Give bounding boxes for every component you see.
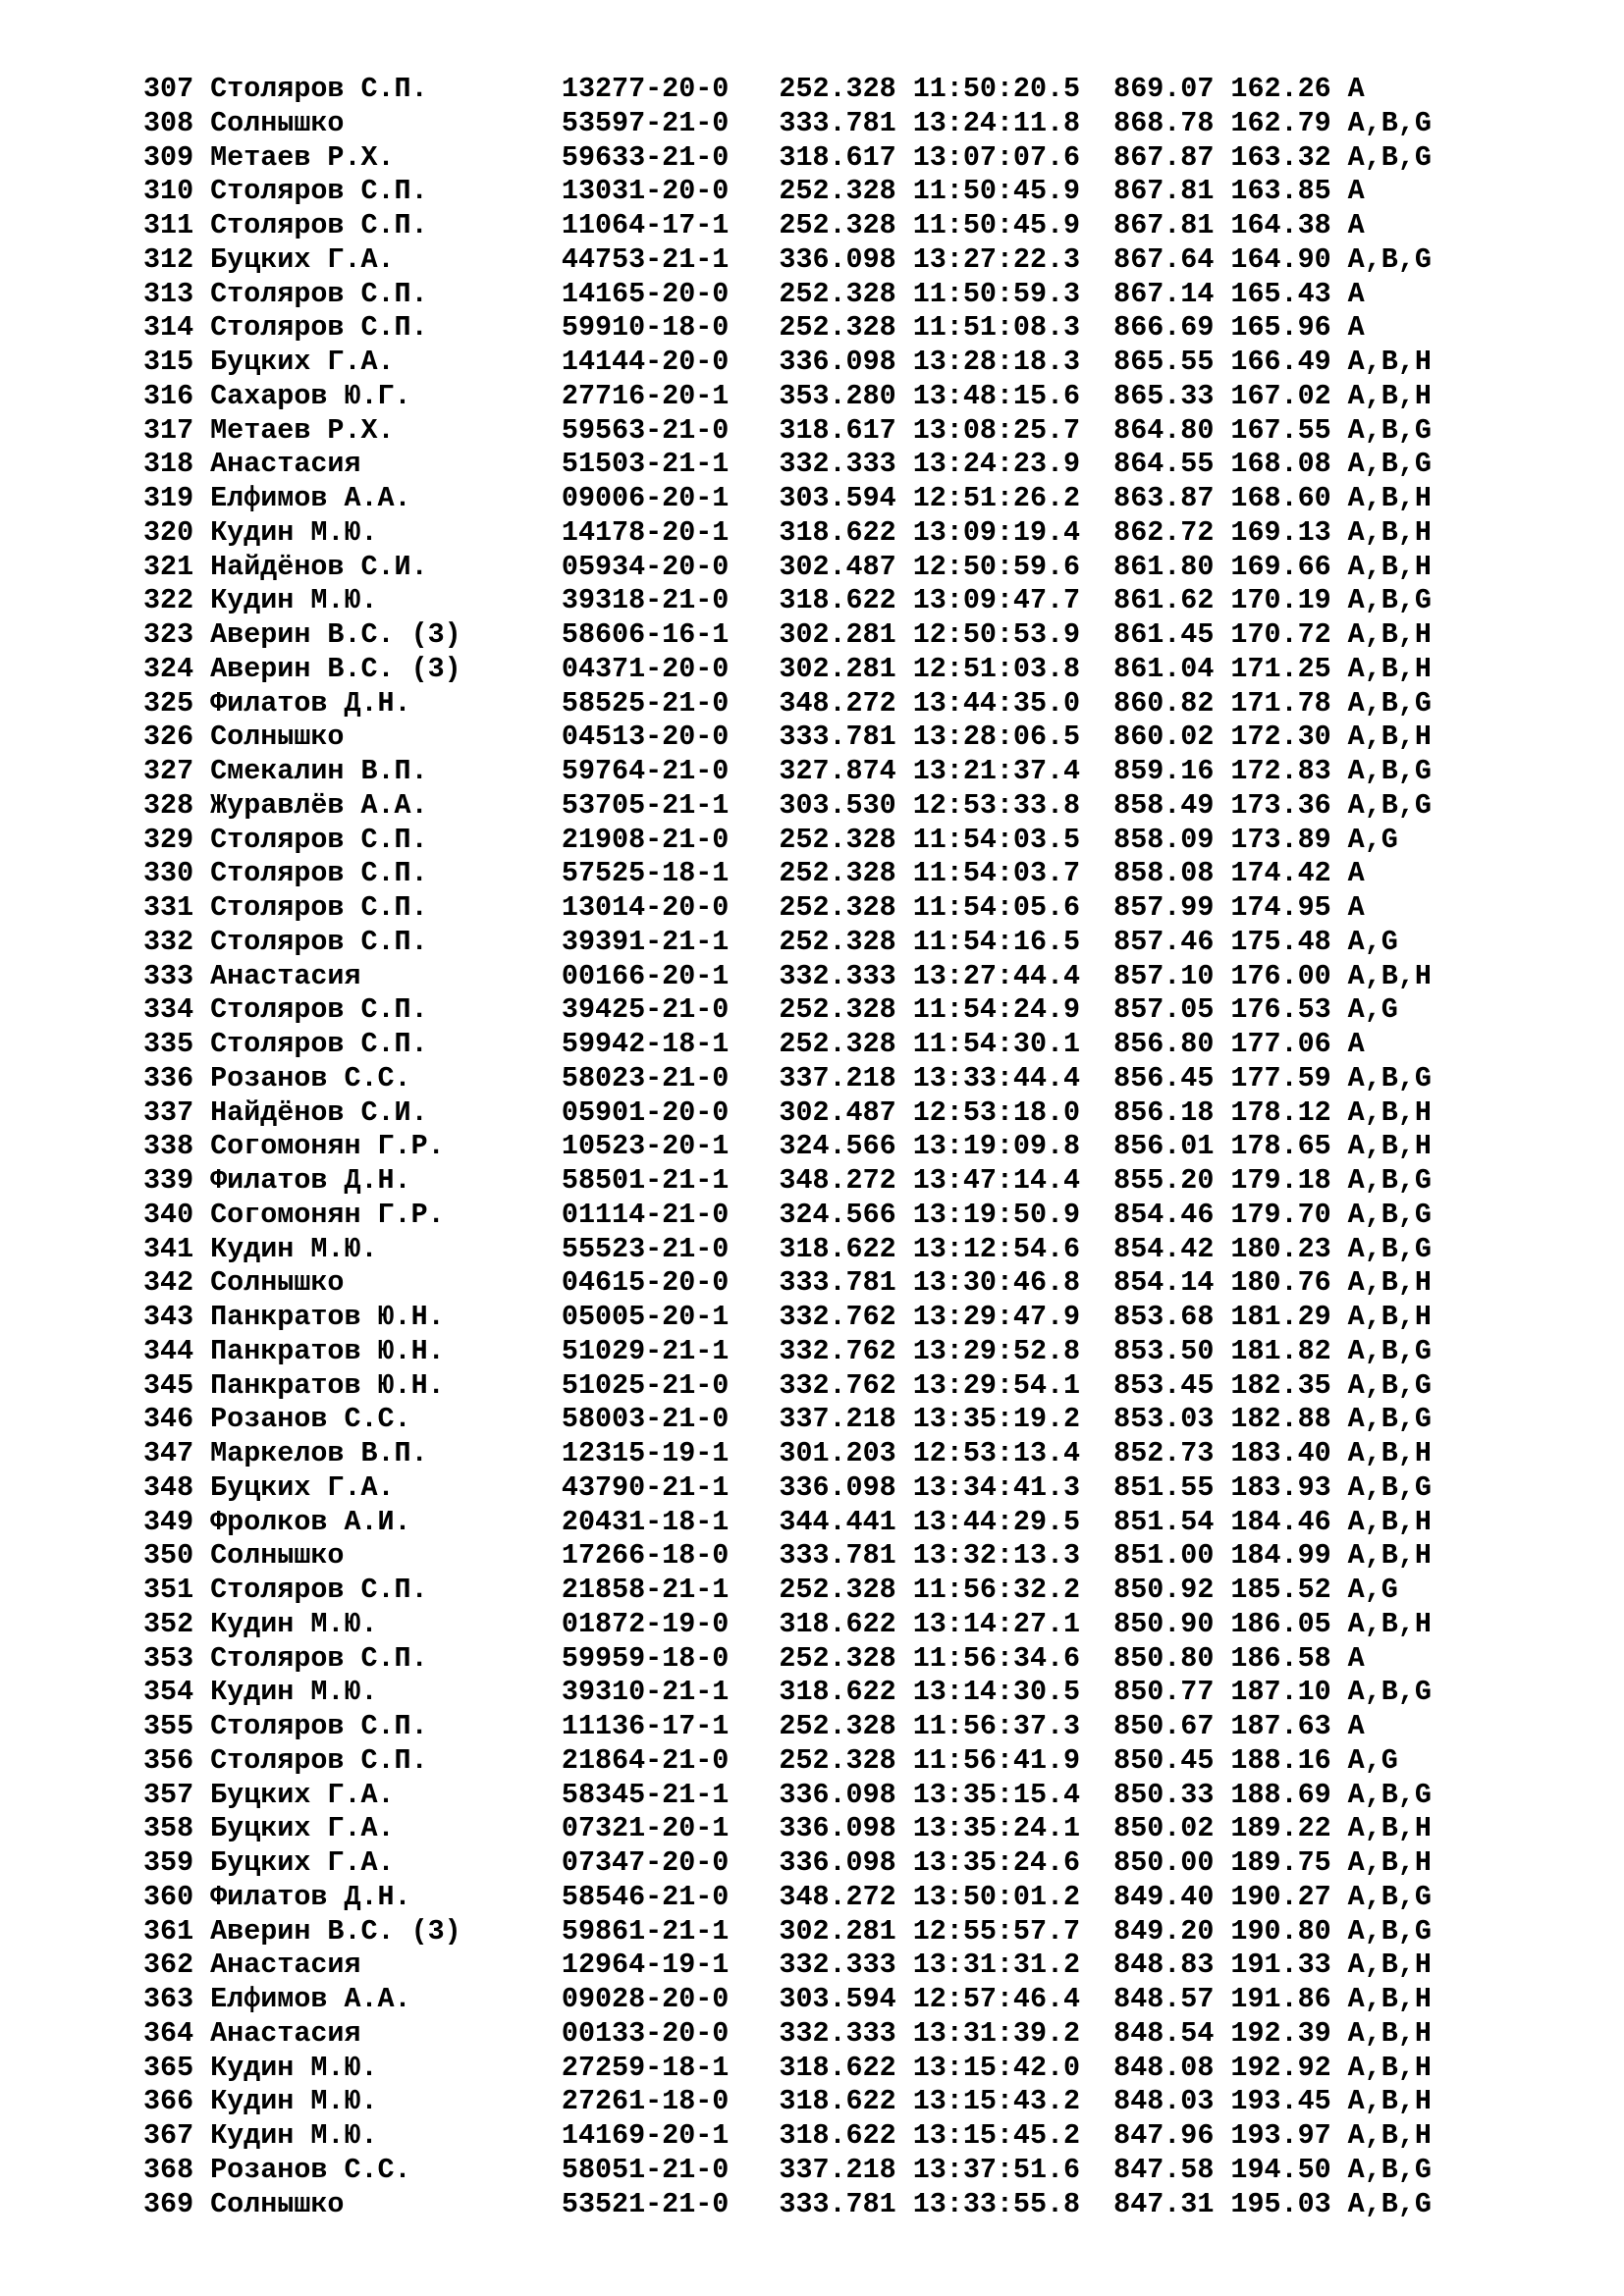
result-row: 347 Маркелов В.П. 12315-19-1 301.203 12:53:13.4 852.73 183.40 A,B,H <box>143 1437 1432 1469</box>
result-row: 311 Столяров С.П. 11064-17-1 252.328 11:50:45.9 867.81 164.38 A <box>143 209 1365 241</box>
result-row: 325 Филатов Д.Н. 58525-21-0 348.272 13:44:35.0 860.82 171.78 A,B,G <box>143 686 1432 720</box>
result-row: 350 Солнышко 17266-18-0 333.781 13:32:13.3 851.00 184.99 A,B,H <box>143 1539 1432 1573</box>
result-row: 343 Панкратов Ю.Н. 05005-20-1 332.762 13:29:47.9 853.68 181.29 A,B,H <box>143 1301 1432 1333</box>
result-row: 330 Столяров С.П. 57525-18-1 252.328 11:54:03.7 858.08 174.42 A <box>143 857 1365 890</box>
result-row: 351 Столяров С.П. 21858-21-1 252.328 11:56:32.2 850.92 185.52 A,G <box>143 1574 1398 1606</box>
result-row: 317 Метаев Р.Х. 59563-21-0 318.617 13:08:25.7 864.80 167.55 A,B,G <box>143 413 1432 447</box>
result-row: 331 Столяров С.П. 13014-20-0 252.328 11:54:05.6 857.99 174.95 A <box>143 891 1365 924</box>
result-row: 353 Столяров С.П. 59959-18-0 252.328 11:56:34.6 850.80 186.58 A <box>143 1641 1365 1675</box>
result-row: 354 Кудин М.Ю. 39310-21-1 318.622 13:14:30.5 850.77 187.10 A,B,G <box>143 1676 1432 1709</box>
result-row: 322 Кудин М.Ю. 39318-21-0 318.622 13:09:47.7 861.62 170.19 A,B,G <box>143 584 1432 617</box>
result-row: 308 Солнышко 53597-21-0 333.781 13:24:11.8 868.78 162.79 A,B,G <box>143 106 1432 139</box>
result-row: 344 Панкратов Ю.Н. 51029-21-1 332.762 13:29:52.8 853.50 181.82 A,B,G <box>143 1334 1432 1367</box>
result-row: 310 Столяров С.П. 13031-20-0 252.328 11:50:45.9 867.81 163.85 A <box>143 175 1365 208</box>
result-row: 361 Аверин В.С. (3) 59861-21-1 302.281 12:55:57.7 849.20 190.80 A,B,G <box>143 1914 1432 1948</box>
result-row: 318 Анастасия 51503-21-1 332.333 13:24:23.9 864.55 168.08 A,B,G <box>143 448 1432 481</box>
results-listing <box>143 73 1432 2221</box>
result-row: 321 Найдёнов С.И. 05934-20-0 302.487 12:50:59.6 861.80 169.66 A,B,H <box>143 550 1432 583</box>
result-row: 341 Кудин М.Ю. 55523-21-0 318.622 13:12:54.6 854.42 180.23 A,B,G <box>143 1232 1432 1265</box>
result-row: 309 Метаев Р.Х. 59633-21-0 318.617 13:07:07.6 867.87 163.32 A,B,G <box>143 140 1432 174</box>
result-row: 328 Журавлёв А.А. 53705-21-1 303.530 12:53:33.8 858.49 173.36 A,B,G <box>143 788 1432 822</box>
result-row: 307 Столяров С.П. 13277-20-0 252.328 11:50:20.5 869.07 162.26 A <box>143 73 1365 105</box>
result-row: 369 Солнышко 53521-21-0 333.781 13:33:55.8 847.31 195.03 A,B,G <box>143 2187 1432 2220</box>
result-row: 348 Буцких Г.А. 43790-21-1 336.098 13:34:41.3 851.55 183.93 A,B,G <box>143 1470 1432 1504</box>
result-row: 365 Кудин М.Ю. 27259-18-1 318.622 13:15:42.0 848.08 192.92 A,B,H <box>143 2051 1432 2084</box>
result-row: 346 Розанов С.С. 58003-21-0 337.218 13:35:19.2 853.03 182.88 A,B,G <box>143 1403 1432 1436</box>
result-row: 335 Столяров С.П. 59942-18-1 252.328 11:54:30.1 856.80 177.06 A <box>143 1028 1365 1060</box>
result-row: 342 Солнышко 04615-20-0 333.781 13:30:46.8 854.14 180.76 A,B,H <box>143 1266 1432 1300</box>
result-row: 333 Анастасия 00166-20-1 332.333 13:27:44.4 857.10 176.00 A,B,H <box>143 959 1432 992</box>
result-row: 319 Елфимов А.А. 09006-20-1 303.594 12:51:26.2 863.87 168.60 A,B,H <box>143 482 1432 514</box>
result-row: 314 Столяров С.П. 59910-18-0 252.328 11:51:08.3 866.69 165.96 A <box>143 311 1365 345</box>
result-row: 320 Кудин М.Ю. 14178-20-1 318.622 13:09:19.4 862.72 169.13 A,B,H <box>143 515 1432 549</box>
result-row: 336 Розанов С.С. 58023-21-0 337.218 13:33:44.4 856.45 177.59 A,B,G <box>143 1061 1432 1095</box>
result-row: 323 Аверин В.С. (3) 58606-16-1 302.281 12:50:53.9 861.45 170.72 A,B,H <box>143 618 1432 651</box>
result-row: 337 Найдёнов С.И. 05901-20-0 302.487 12:53:18.0 856.18 178.12 A,B,H <box>143 1095 1432 1129</box>
result-row: 313 Столяров С.П. 14165-20-0 252.328 11:50:59.3 867.14 165.43 A <box>143 277 1365 310</box>
result-row: 339 Филатов Д.Н. 58501-21-1 348.272 13:47:14.4 855.20 179.18 A,B,G <box>143 1164 1432 1197</box>
result-row: 334 Столяров С.П. 39425-21-0 252.328 11:54:24.9 857.05 176.53 A,G <box>143 993 1398 1027</box>
result-row: 364 Анастасия 00133-20-0 332.333 13:31:39.2 848.54 192.39 A,B,H <box>143 2016 1432 2050</box>
result-row: 324 Аверин В.С. (3) 04371-20-0 302.281 12:51:03.8 861.04 171.25 A,B,H <box>143 652 1432 685</box>
result-row: 366 Кудин М.Ю. 27261-18-0 318.622 13:15:43.2 848.03 193.45 A,B,H <box>143 2085 1432 2118</box>
result-row: 338 Согомонян Г.Р. 10523-20-1 324.566 13:19:09.8 856.01 178.65 A,B,H <box>143 1130 1432 1163</box>
result-row: 355 Столяров С.П. 11136-17-1 252.328 11:56:37.3 850.67 187.63 A <box>143 1710 1365 1742</box>
result-row: 359 Буцких Г.А. 07347-20-0 336.098 13:35:24.6 850.00 189.75 A,B,H <box>143 1846 1432 1879</box>
result-row: 326 Солнышко 04513-20-0 333.781 13:28:06.5 860.02 172.30 A,B,H <box>143 721 1432 754</box>
result-row: 329 Столяров С.П. 21908-21-0 252.328 11:54:03.5 858.09 173.89 A,G <box>143 823 1398 856</box>
result-row: 360 Филатов Д.Н. 58546-21-0 348.272 13:50:01.2 849.40 190.27 A,B,G <box>143 1880 1432 1913</box>
result-row: 312 Буцких Г.А. 44753-21-1 336.098 13:27:22.3 867.64 164.90 A,B,G <box>143 242 1432 276</box>
result-row: 345 Панкратов Ю.Н. 51025-21-0 332.762 13:29:54.1 853.45 182.35 A,B,G <box>143 1368 1432 1402</box>
result-row: 327 Смекалин В.П. 59764-21-0 327.874 13:21:37.4 859.16 172.83 A,B,G <box>143 755 1432 787</box>
result-row: 367 Кудин М.Ю. 14169-20-1 318.622 13:15:45.2 847.96 193.97 A,B,H <box>143 2119 1432 2152</box>
result-row: 368 Розанов С.С. 58051-21-0 337.218 13:37:51.6 847.58 194.50 A,B,G <box>143 2153 1432 2186</box>
result-row: 340 Согомонян Г.Р. 01114-21-0 324.566 13:19:50.9 854.46 179.70 A,B,G <box>143 1198 1432 1231</box>
result-row: 362 Анастасия 12964-19-1 332.333 13:31:31.2 848.83 191.33 A,B,H <box>143 1949 1432 1982</box>
result-row: 352 Кудин М.Ю. 01872-19-0 318.622 13:14:27.1 850.90 186.05 A,B,H <box>143 1607 1432 1640</box>
result-row: 332 Столяров С.П. 39391-21-1 252.328 11:54:16.5 857.46 175.48 A,G <box>143 925 1398 958</box>
result-row: 363 Елфимов А.А. 09028-20-0 303.594 12:57:46.4 848.57 191.86 A,B,H <box>143 1983 1432 2015</box>
result-row: 315 Буцких Г.А. 14144-20-0 336.098 13:28:18.3 865.55 166.49 A,B,H <box>143 346 1432 378</box>
result-row: 316 Сахаров Ю.Г. 27716-20-1 353.280 13:48:15.6 865.33 167.02 A,B,H <box>143 379 1432 412</box>
result-row: 349 Фролков А.И. 20431-18-1 344.441 13:44:29.5 851.54 184.46 A,B,H <box>143 1505 1432 1538</box>
result-row: 357 Буцких Г.А. 58345-21-1 336.098 13:35:15.4 850.33 188.69 A,B,G <box>143 1778 1432 1811</box>
result-row: 358 Буцких Г.А. 07321-20-1 336.098 13:35:24.1 850.02 189.22 A,B,H <box>143 1812 1432 1845</box>
result-row: 356 Столяров С.П. 21864-21-0 252.328 11:56:41.9 850.45 188.16 A,G <box>143 1743 1398 1777</box>
